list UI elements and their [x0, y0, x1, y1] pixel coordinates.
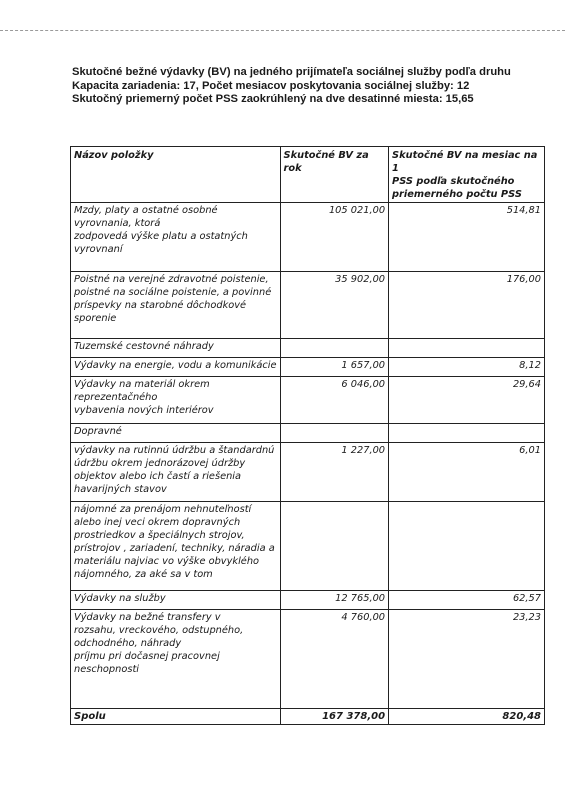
annual-value: 4 760,00	[280, 610, 389, 709]
expenses-table	[70, 146, 545, 725]
item-name-line: Dopravné	[74, 426, 122, 437]
item-name	[71, 339, 281, 358]
item-name-line: Výdavky na energie, vodu a komunikácie	[74, 360, 277, 371]
monthly-value: 62,57	[389, 591, 545, 610]
table-row	[71, 358, 545, 377]
table-row	[71, 272, 545, 339]
item-name-line: Tuzemské cestovné náhrady	[74, 341, 214, 352]
item-name	[71, 272, 281, 339]
header-monthly	[389, 147, 545, 203]
item-name-line: výdavky na rutinnú údržbu a štandardnú	[74, 445, 275, 456]
item-name-line: príjmu pri dočasnej pracovnej	[74, 651, 220, 662]
item-name-line: nájomného, za aké sa v tom	[74, 569, 213, 580]
table-row	[71, 203, 545, 272]
annual-value: 6 046,00	[280, 377, 389, 424]
item-name-line: Poistné na verejné zdravotné poistenie,	[74, 274, 269, 285]
item-name	[71, 443, 281, 502]
table-row	[71, 443, 545, 502]
header-monthly-line: PSS podľa skutočného	[392, 176, 515, 187]
item-name-line: zodpovedá výške platu a ostatných	[74, 231, 248, 242]
total-monthly: 820,48	[389, 709, 545, 725]
annual-value: 35 902,00	[280, 272, 389, 339]
item-name-line: alebo inej veci okrem dopravných	[74, 517, 241, 528]
header-monthly-line: Skutočné BV na mesiac na 1	[392, 150, 538, 174]
monthly-value: 29,64	[389, 377, 545, 424]
item-name-line: sporenie	[74, 313, 117, 324]
item-name-line: poistné na sociálne poistenie, a povinné	[74, 287, 272, 298]
item-name-line: prístrojov , zariadení, techniky, náradia a	[74, 543, 275, 554]
total-row	[71, 709, 545, 725]
item-name	[71, 424, 281, 443]
annual-value: 1 227,00	[280, 443, 389, 502]
item-name-line: Výdavky na služby	[74, 593, 166, 604]
item-name-line: vybavenia nových interiérov	[74, 405, 214, 416]
item-name-line: údržbu okrem jednorázovej údržby	[74, 458, 246, 469]
total-annual: 167 378,00	[280, 709, 389, 725]
item-name-line: reprezentačného	[74, 392, 158, 403]
table-row	[71, 424, 545, 443]
item-name-line: materiálu najviac vo výške obvyklého	[74, 556, 260, 567]
item-name-line: neschopnosti	[74, 664, 140, 675]
table-row	[71, 591, 545, 610]
heading-average-count: Skutočný priemerný počet PSS zaokrúhlený na dve desatinné miesta: 15,65	[72, 93, 474, 105]
header-annual: Skutočné BV za rok	[280, 147, 389, 203]
heading-title: Skutočné bežné výdavky (BV) na jedného prijímateľa sociálnej služby podľa druhu	[72, 66, 511, 78]
item-name	[71, 203, 281, 272]
monthly-value: 514,81	[389, 203, 545, 272]
monthly-value	[389, 424, 545, 443]
table-row	[71, 339, 545, 358]
item-name	[71, 610, 281, 709]
heading-capacity: Kapacita zariadenia: 17, Počet mesiacov poskytovania sociálnej služby: 12	[72, 79, 470, 92]
annual-value: 1 657,00	[280, 358, 389, 377]
table-row	[71, 610, 545, 709]
item-name-line: rozsahu, vreckového, odstupného,	[74, 625, 244, 636]
item-name	[71, 591, 281, 610]
item-name-line: objektov alebo ich častí a riešenia	[74, 471, 242, 482]
annual-value: 105 021,00	[280, 203, 389, 272]
document-heading	[72, 66, 512, 107]
scan-edge-line	[0, 30, 565, 31]
annual-value: 12 765,00	[280, 591, 389, 610]
total-label: Spolu	[71, 709, 281, 725]
item-name-line: nájomné za prenájom nehnuteľností	[74, 504, 252, 515]
monthly-value: 8,12	[389, 358, 545, 377]
annual-value	[280, 502, 389, 591]
annual-value	[280, 424, 389, 443]
monthly-value: 23,23	[389, 610, 545, 709]
annual-value	[280, 339, 389, 358]
header-monthly-line: priemerného počtu PSS	[392, 189, 522, 200]
item-name-line: Mzdy, platy a ostatné osobné	[74, 205, 218, 216]
item-name-line: Výdavky na bežné transfery v	[74, 612, 221, 623]
table-row	[71, 502, 545, 591]
item-name-line: havarijných stavov	[74, 484, 167, 495]
monthly-value: 176,00	[389, 272, 545, 339]
table-row	[71, 377, 545, 424]
item-name-line: Výdavky na materiál okrem	[74, 379, 210, 390]
header-item-name: Názov položky	[71, 147, 281, 203]
monthly-value: 6,01	[389, 443, 545, 502]
item-name	[71, 358, 281, 377]
item-name-line: odchodného, náhrady	[74, 638, 182, 649]
item-name-line: prostriedkov a špeciálnych strojov,	[74, 530, 245, 541]
item-name	[71, 502, 281, 591]
item-name-line: vyrovnaní	[74, 244, 123, 255]
item-name	[71, 377, 281, 424]
monthly-value	[389, 502, 545, 591]
item-name-line: príspevky na starobné dôchodkové	[74, 300, 247, 311]
monthly-value	[389, 339, 545, 358]
item-name-line: vyrovnania, ktorá	[74, 218, 161, 229]
table-header-row	[71, 147, 545, 203]
